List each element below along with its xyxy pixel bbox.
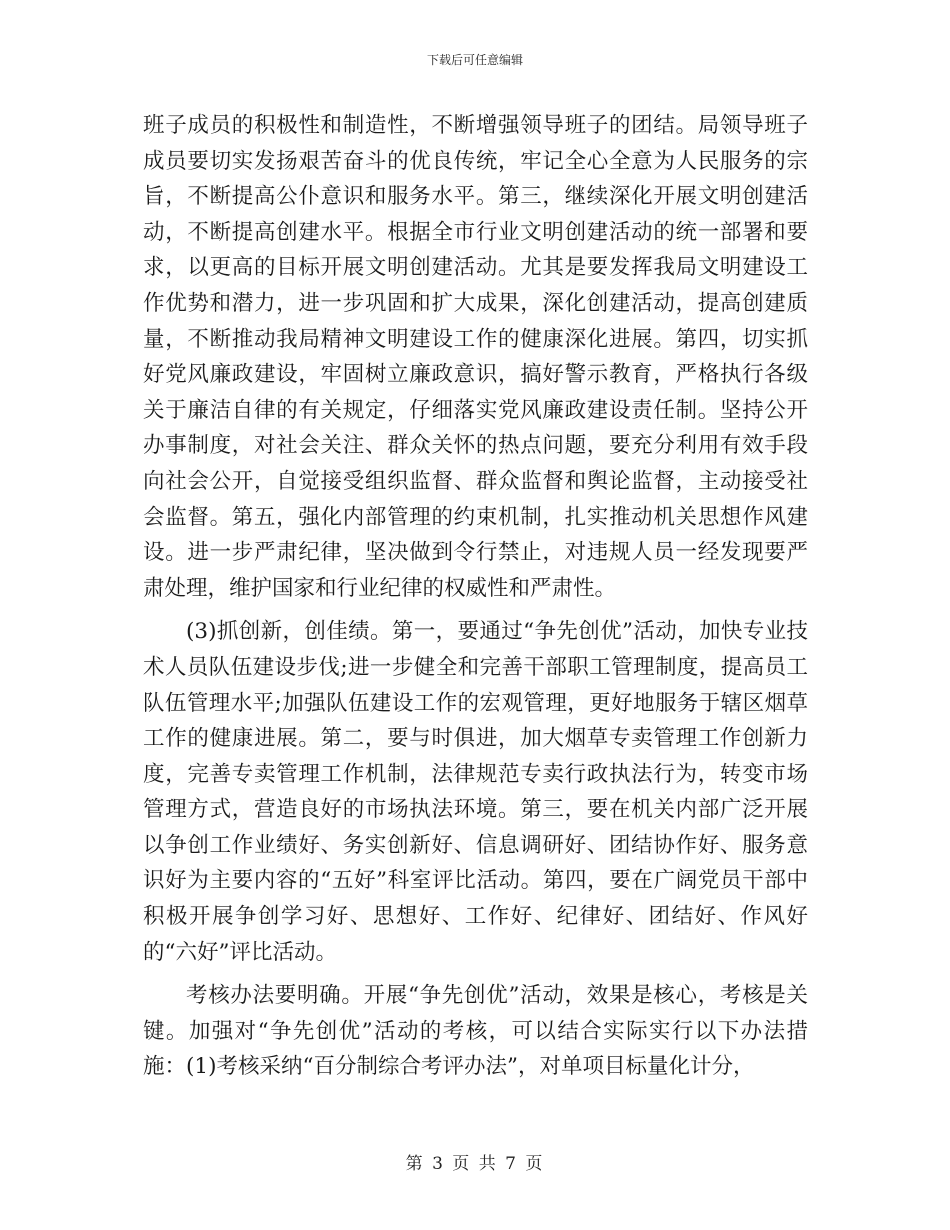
- paragraph-assessment: 考核办法要明确。开展“争先创优”活动，效果是核心，考核是关键。加强对“争先创优”活动的考核，可以结合实际实行以下办法措施：(1)考核采纳“百分制综合考评办法”，对单项目标量化计分，: [143, 983, 808, 1080]
- page-number: 第 3 页 共 7 页: [405, 1154, 545, 1174]
- paragraph-innovation: (3)抓创新，创佳绩。第一，要通过“争先创优”活动，加快专业技术人员队伍建设步伐;进一步健全和完善干部职工管理制度，提高员工队伍管理水平;加强队伍建设工作的宏观管理，更好地服务于辖区烟草工作的健康进展。第二，要与时俱进，加大烟草专卖管理工作创新力度，完善专卖管理工作机制，法律规范专卖行政执法行为，转变市场管理方式，营造良好的市场执法环境。第三，要在机关内部广泛开展以争创工作业绩好、务实创新好、信息调研好、团结协作好、服务意识好为主要内容的“五好”科室评比活动。第四，要在广阔党员干部中积极开展争创学习好、思想好、工作好、纪律好、团结好、作风好的“六好”评比活动。: [143, 619, 808, 965]
- page-header: 下载后可任意编辑: [426, 53, 523, 67]
- paragraph-continuation: 班子成员的积极性和制造性，不断增强领导班子的团结。局领导班子成员要切实发扬艰苦奋斗的优良传统，牢记全心全意为人民服务的宗旨，不断提高公仆意识和服务水平。第三，继续深化开展文明创建活动，不断提高创建水平。根据全市行业文明创建活动的统一部署和要求，以更高的目标开展文明创建活动。尤其是要发挥我局文明建设工作优势和潜力，进一步巩固和扩大成果，深化创建活动，提高创建质量，不断推动我局精神文明建设工作的健康深化进展。第四，切实抓好党风廉政建设，牢固树立廉政意识，搞好警示教育，严格执行各级关于廉洁自律的有关规定，仔细落实党风廉政建设责任制。坚持公开办事制度，对社会关注、群众关怀的热点问题，要充分利用有效手段向社会公开，自觉接受组织监督、群众监督和舆论监督，主动接受社会监督。第五，强化内部管理的约束机制，扎实推动机关思想作风建设。进一步严肃纪律，坚决做到令行禁止，对违规人员一经发现要严肃处理，维护国家和行业纪律的权威性和严肃性。: [143, 113, 808, 601]
- document-body: [143, 108, 808, 1085]
